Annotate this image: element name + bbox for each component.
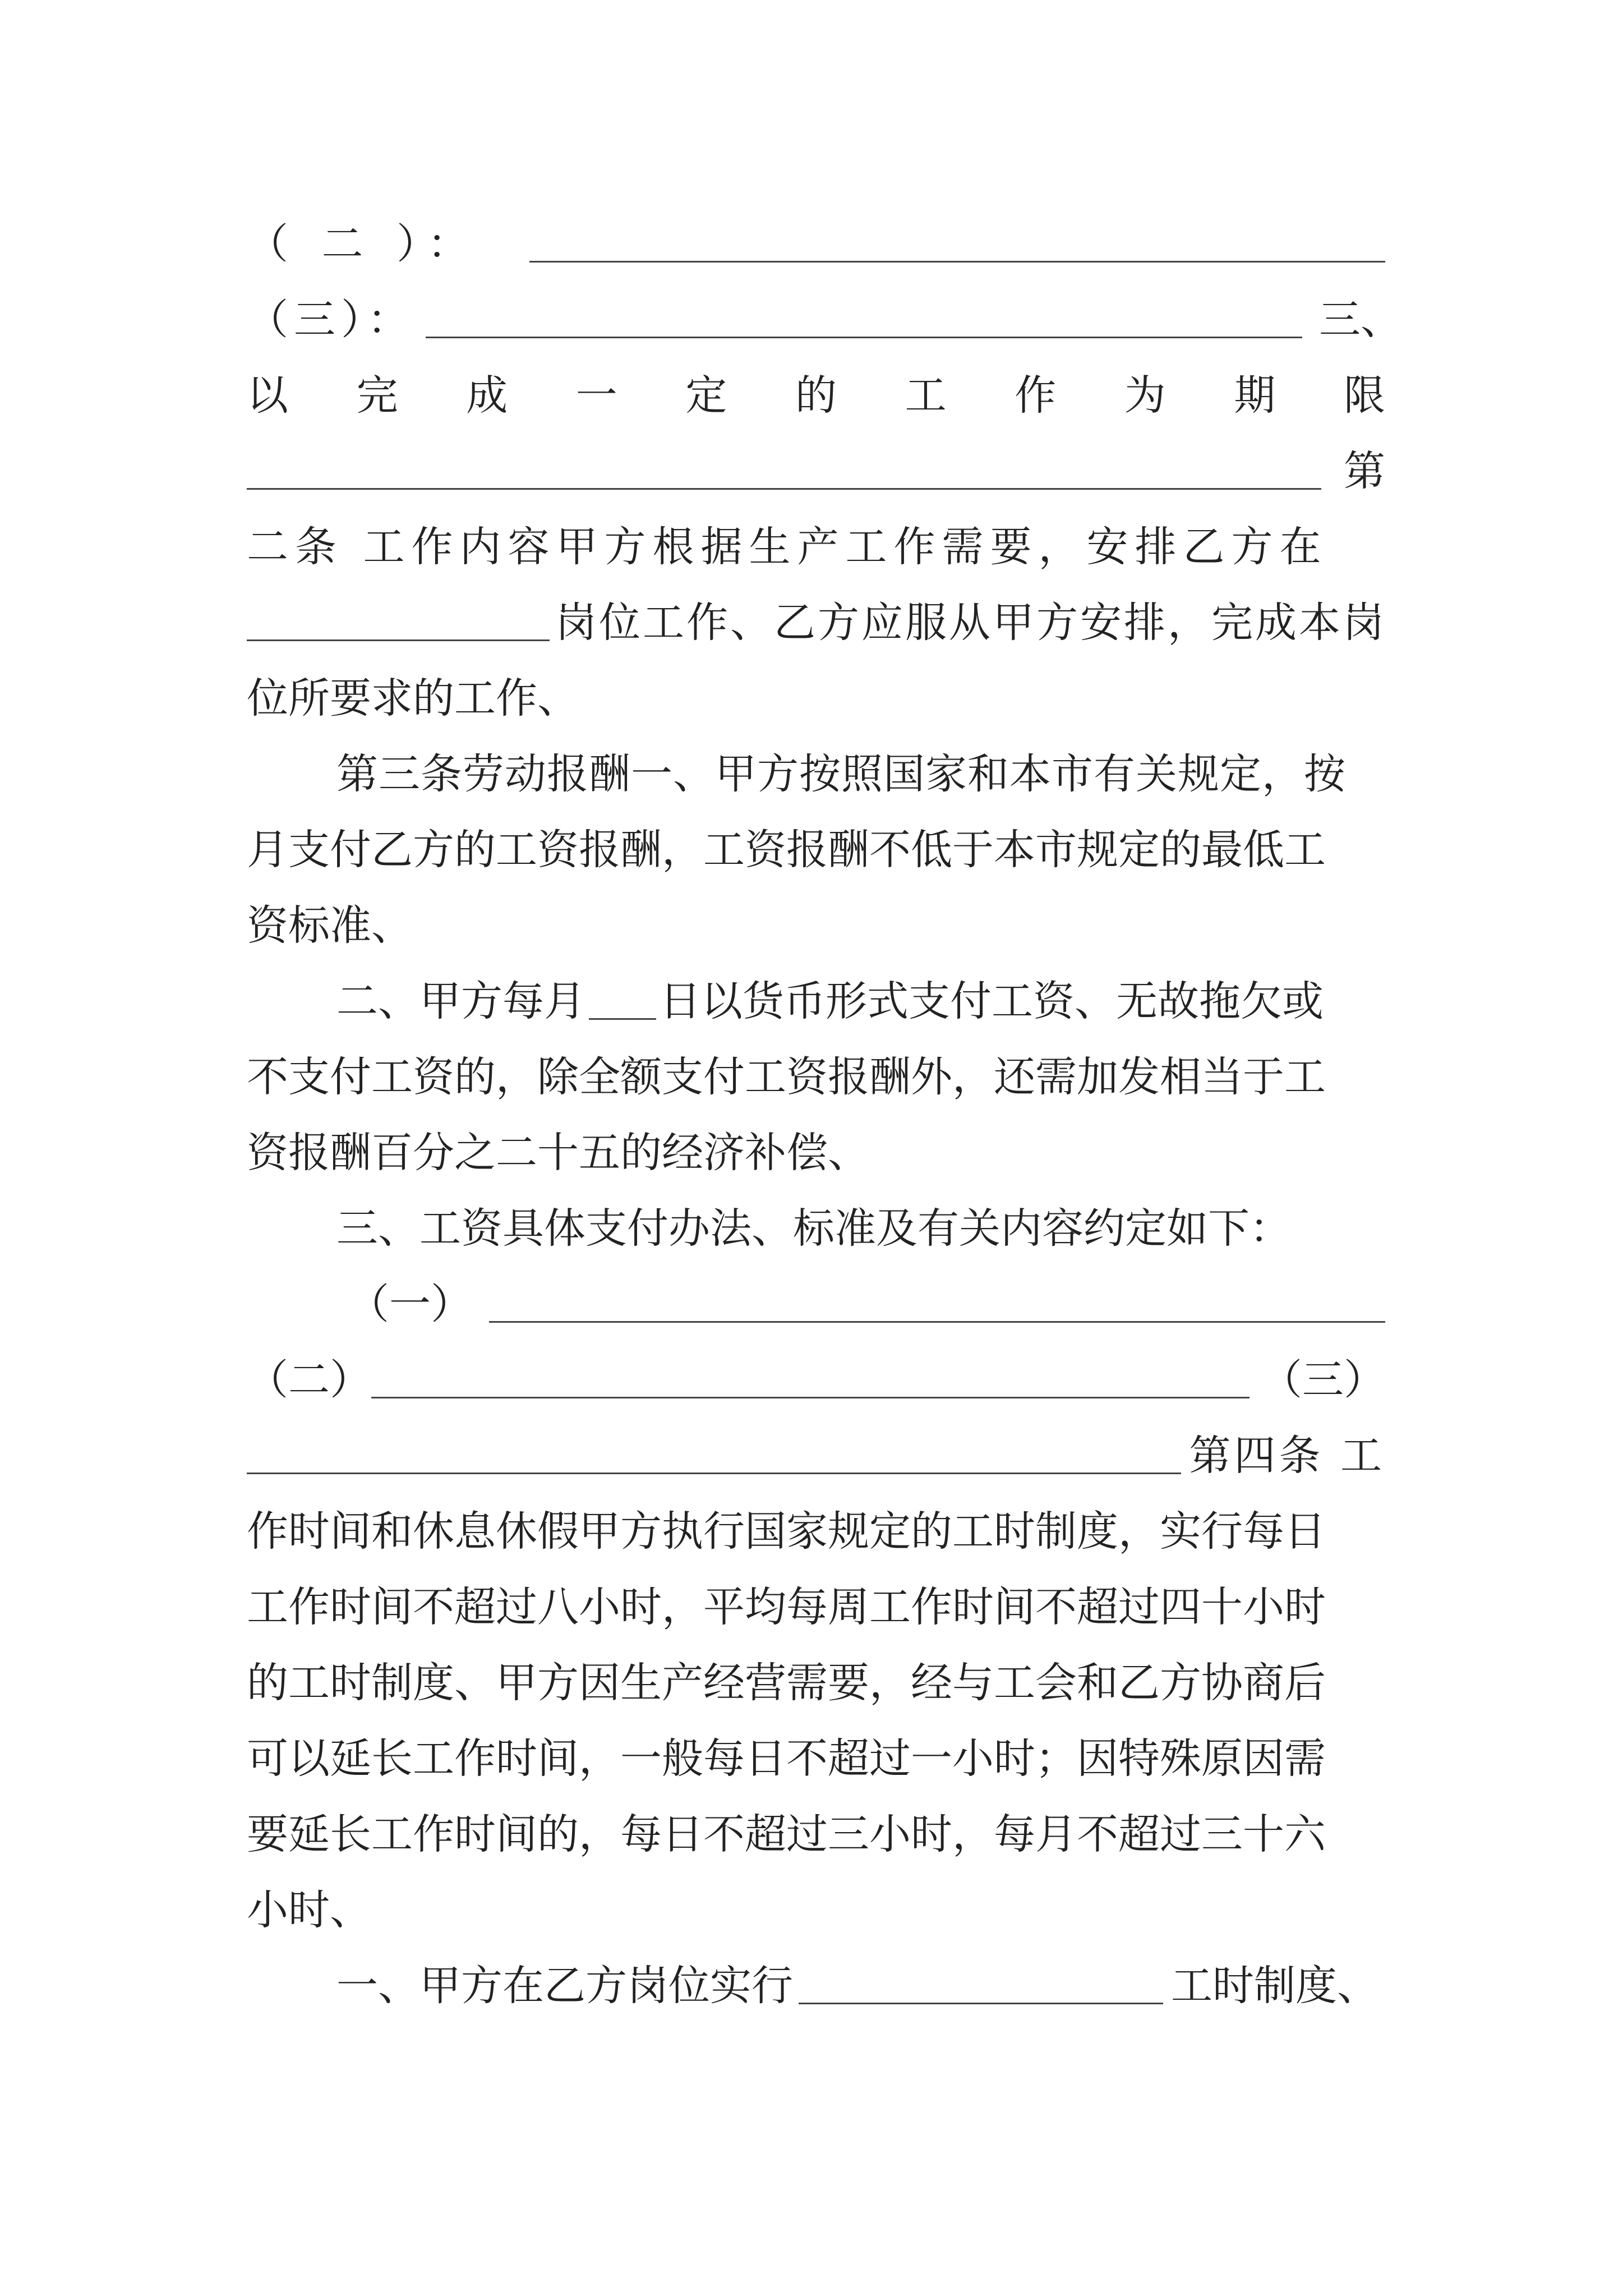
spread-char: 成 [466, 371, 508, 420]
doc-line-21 [247, 1728, 1385, 1789]
line-text: 月支付乙方的工资报酬，工资报酬不低于本市规定的最低工 [247, 826, 1326, 874]
line-text: （二） [247, 1356, 371, 1404]
doc-line-16 [247, 1349, 1385, 1411]
line-text-head: 一、甲方在乙方岗位实行 [336, 1962, 793, 2010]
line-text: 的工时制度、甲方因生产经营需要，经与工会和乙方协商后 [247, 1659, 1326, 1707]
doc-line-9 [247, 819, 1385, 881]
doc-line-15 [348, 1273, 1385, 1335]
line-text: （一） [348, 1280, 472, 1328]
line-text: 三、工资具体支付办法、标准及有关内容约定如下： [336, 1204, 1291, 1253]
fill-blank[interactable] [589, 979, 656, 1020]
doc-line-5 [247, 516, 1385, 578]
doc-line-2 [247, 289, 1402, 351]
line-text: 可以延长工作时间，一般每日不超过一小时；因特殊原因需 [247, 1734, 1326, 1783]
fill-blank[interactable] [247, 1433, 1181, 1474]
spread-char: 一 [575, 371, 617, 420]
doc-line-4 [247, 440, 1385, 502]
doc-line-20 [247, 1652, 1385, 1714]
line-text: 资标准、 [247, 901, 413, 950]
line-text: 第三条劳动报酬一、甲方按照国家和本市有关规定，按 [336, 750, 1346, 798]
spread-char: 的 [795, 371, 837, 420]
spread-char: 定 [685, 371, 727, 420]
doc-line-6 [247, 592, 1385, 654]
doc-line-13 [247, 1122, 1385, 1184]
doc-line-18 [247, 1501, 1385, 1562]
doc-line-24 [336, 1955, 1402, 2017]
line-text: 资报酬百分之二十五的经济补偿、 [247, 1129, 869, 1177]
doc-line-23 [247, 1879, 1385, 1941]
line-text: 要延长工作时间的，每日不超过三小时，每月不超过三十六 [247, 1810, 1326, 1858]
line-text-tail: 工时制度、 [1171, 1962, 1378, 2010]
doc-line-10 [247, 895, 1385, 956]
line-text-tail: 第 [1344, 447, 1385, 495]
fill-blank[interactable] [371, 1358, 1249, 1398]
spread-char: 工 [905, 371, 947, 420]
line-text-tail: 日以货币形式支付工资、无故拖欠或 [660, 977, 1324, 1025]
line-text: 不支付工资的，除全额支付工资报酬外，还需加发相当于工 [247, 1053, 1326, 1101]
spread-char: 期 [1234, 371, 1276, 420]
spread-char: 为 [1124, 371, 1166, 420]
fill-blank[interactable] [489, 1282, 1385, 1323]
line-text: 工作时间不超过八小时，平均每周工作时间不超过四十小时 [247, 1583, 1326, 1631]
line-text-tail: （三） [1261, 1356, 1385, 1404]
fill-blank[interactable] [247, 449, 1321, 490]
line-text-tail: 三、 [1319, 296, 1402, 344]
doc-line-19 [247, 1576, 1385, 1638]
spread-char: 以 [247, 371, 288, 420]
line-text-tail: 岗位工作、乙方应服从甲方安排，完成本岗 [555, 599, 1386, 647]
fill-blank[interactable] [799, 1963, 1163, 2004]
line-text: 二条 工作内容甲方根据生产工作需要，安排乙方在 [247, 523, 1328, 571]
line-text-head: 二、甲方每月 [336, 977, 585, 1025]
fill-blank[interactable] [529, 222, 1385, 263]
spread-char: 完 [356, 371, 398, 420]
doc-line-22 [247, 1803, 1385, 1865]
line-text: 位所要求的工作、 [247, 674, 579, 723]
doc-line-3 [247, 365, 1385, 426]
line-text: （三）： [247, 296, 414, 344]
doc-line-8 [336, 743, 1385, 805]
spread-char: 作 [1015, 371, 1057, 420]
doc-line-7 [247, 668, 1385, 729]
doc-line-14 [336, 1198, 1385, 1259]
spread-char: 限 [1343, 371, 1385, 420]
line-text: （ 二 ）： [247, 220, 479, 268]
fill-blank[interactable] [426, 297, 1302, 338]
line-text: 小时、 [247, 1886, 371, 1934]
doc-line-17 [247, 1425, 1385, 1487]
fill-blank[interactable] [247, 600, 550, 641]
doc-line-1 [247, 213, 1385, 275]
doc-line-11 [336, 970, 1385, 1032]
doc-line-12 [247, 1046, 1385, 1108]
line-text: 作时间和休息休假甲方执行国家规定的工时制度，实行每日 [247, 1507, 1326, 1556]
line-text-tail: 第四条 工 [1189, 1432, 1385, 1480]
